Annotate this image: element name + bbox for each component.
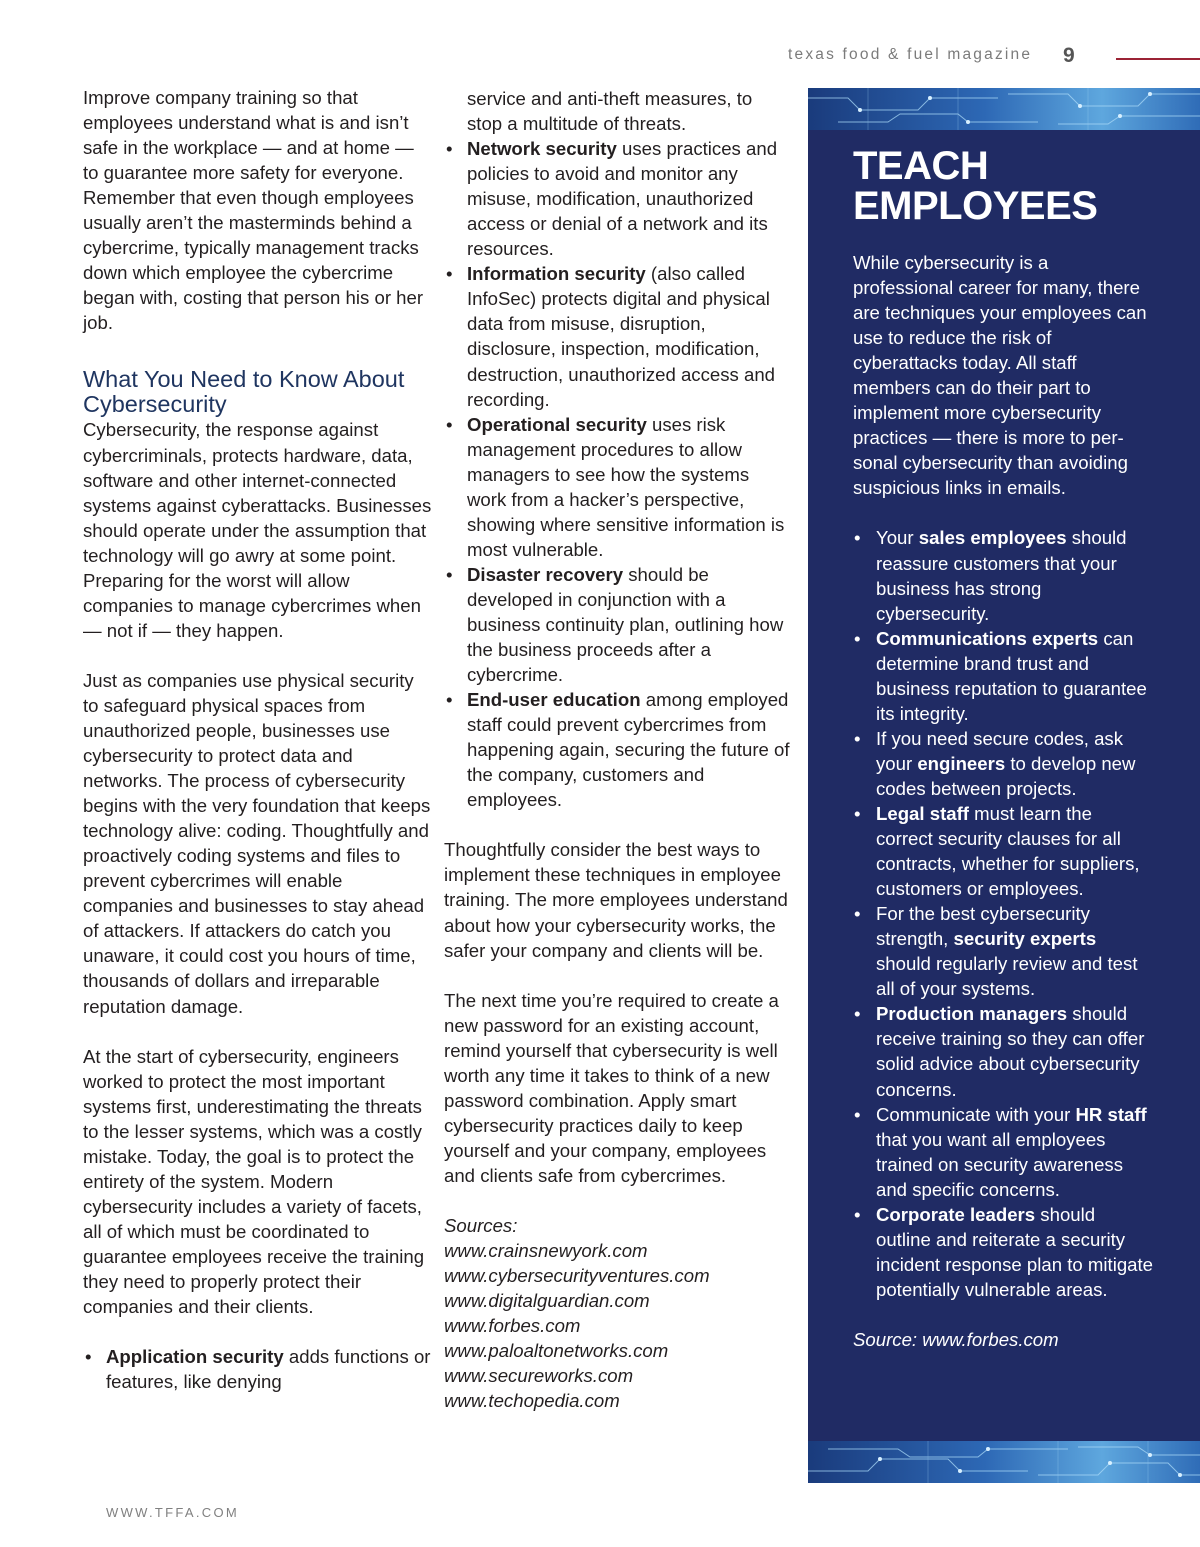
source-link[interactable]: www.secureworks.com (444, 1365, 634, 1387)
bullet-text: should reassure customers that your business has strong cybersecurity. (876, 527, 1127, 624)
roles-list (853, 525, 1153, 1301)
bullet-term: Disaster recovery (467, 563, 624, 585)
title-line: EMPLOYEES (853, 184, 1098, 228)
circuit-pattern (808, 88, 1200, 130)
bullet-text: that you want all employees trained on security awareness and specific concerns. (876, 1128, 1124, 1200)
source-link[interactable]: www.paloaltonetworks.com (444, 1340, 669, 1362)
source-link[interactable]: www.techopedia.com (444, 1390, 620, 1412)
source-link[interactable]: www.crainsnewyork.com (444, 1240, 648, 1262)
section-heading: What You Need to Know About Cybersecurity (83, 366, 405, 418)
facets-list-continued (444, 136, 790, 812)
title-line: TEACH (853, 144, 989, 188)
bullet-text: If you need secure codes, ask your (876, 727, 1124, 774)
bullet-text: uses practices and policies to avoid and monitor any misuse, modification, unauthorized access or denial of a network and its resources. (467, 138, 778, 260)
bullet-text: Your (876, 527, 919, 549)
bullet-text: should regularly review and test all of your systems. (876, 953, 1138, 1000)
sidebar-title (853, 146, 1097, 226)
bullet-text: must learn the correct security clauses for all contracts, whether for suppliers, customers or employees. (876, 802, 1140, 900)
bullet-term: sales employees (918, 527, 1067, 549)
list-item (853, 901, 1153, 1001)
column-1 (83, 85, 433, 1394)
bullet-term: Production managers (876, 1003, 1068, 1025)
list-item (853, 1001, 1153, 1101)
bullet-term: Legal staff (876, 802, 969, 824)
bullet-term: security experts (953, 928, 1097, 950)
teach-employees-sidebar (808, 88, 1200, 1483)
list-item (853, 1102, 1153, 1202)
bullet-text: to develop new codes between projects. (876, 752, 1136, 799)
bullet-term: Communications experts (876, 627, 1099, 649)
circuit-band-top (808, 88, 1200, 130)
sidebar-source: Source: www.forbes.com (853, 1328, 1059, 1350)
intro-paragraph: Improve company training so that employees understand what is and isn’t safe in the workplace — and at home — to guarantee more safety for everyone. Remember that even though employees usually aren’t the masterminds behind a cybercrime, typically management tracks down which employee the cybercrime began with, costing that person his or her job. (83, 87, 424, 334)
bullet-text: should be developed in conjunction with a business continuity plan, outlining how the business proceeds after a cybercrime. (467, 563, 784, 686)
bullet-text: should outline and reiterate a security incident response plan to mitigate potentially vulnerable areas. (876, 1203, 1154, 1300)
bullet-text: (also called InfoSec) protects digital and physical data from misuse, disruption, disclosure, inspection, modification, destruction, unauthorized access and recording. (467, 263, 776, 410)
bullet-text: among employed staff could prevent cybercrimes from happening again, securing the future of the company, customers and employees. (467, 689, 790, 811)
bullet-text: adds functions or features, like denying (106, 1346, 431, 1393)
bullet-term: End-user education (467, 689, 641, 711)
facets-list (83, 1344, 433, 1394)
paragraph: The next time you’re required to create a new password for an existing account, remind yourself that cybersecurity is well worth any time it takes to think of a new password combination. Apply smart cybersecurity practices daily to keep yourself and your company, employees and clients safe from cybercrimes. (444, 989, 779, 1186)
paragraph: Cybersecurity, the response against cybercriminals, protects hardware, data, software and other internet-connected systems against cyberattacks. Businesses should operate under the assumption that technology will go awry at some point. Preparing for the worst will allow companies to manage cybercrimes when — not if — they happen. (83, 419, 432, 641)
list-item (444, 136, 790, 261)
page-number: 9 (1063, 44, 1075, 67)
list-item (444, 412, 790, 562)
list-item (444, 261, 790, 411)
source-link[interactable]: www.digitalguardian.com (444, 1290, 650, 1312)
list-item (853, 801, 1153, 901)
bullet-term: Corporate leaders (876, 1203, 1036, 1225)
bullet-text: Communicate with your (876, 1103, 1076, 1125)
bullet-term: Network security (467, 138, 617, 160)
list-item (853, 1202, 1153, 1302)
bullet-term: engineers (917, 752, 1006, 774)
magazine-name: texas food & fuel magazine (788, 46, 1033, 63)
column-2 (444, 86, 790, 1413)
bullet-term: Application security (106, 1346, 284, 1368)
bullet-text: can determine brand trust and business reputation to guarantee its integrity. (876, 627, 1147, 724)
bullet-term: Information security (467, 263, 646, 285)
sidebar-body (853, 250, 1153, 1352)
list-item (444, 562, 790, 687)
bullet-term: HR staff (1075, 1103, 1147, 1125)
list-item (853, 626, 1153, 726)
paragraph: Just as companies use physical security to safeguard physical spaces from unauthorized people, businesses use cybersecurity to protect data and networks. The process of cybersecurity begins with the very foundation that keeps technology alive: coding. Thoughtfully and proactively coding systems and files to prevent cybercrimes will enable companies and businesses to stay ahead of attackers. If attackers do catch you unaware, it could cost you hours of time, thousands of dollars and irreparable reputation damage. (83, 669, 431, 1017)
bullet-text: should receive training so they can offer solid advice about cybersecurity concerns. (876, 1003, 1145, 1100)
circuit-pattern (808, 1441, 1200, 1483)
sidebar-intro: While cybersecurity is a professional career for many, there are techniques your employees can use to reduce the risk of cyberattacks today. All staff members can do their part to implement more cybersecurity practices — there is more to per-sonal cybersecurity than avoiding suspicious links in emails. (853, 252, 1147, 499)
bullet-text: uses risk management procedures to allow managers to see how the systems work from a hacker’s perspective, showing where sensitive information is most vulnerable. (467, 413, 785, 560)
list-item (444, 687, 790, 812)
list-item (853, 726, 1153, 801)
list-item-continuation: service and anti-theft measures, to stop a multitude of threats. (467, 88, 753, 135)
bullet-term: Operational security (467, 413, 647, 435)
list-item (853, 525, 1153, 625)
header-rule (1116, 58, 1200, 60)
sources-label: Sources: (444, 1214, 518, 1236)
source-link[interactable]: www.cybersecurityventures.com (444, 1265, 710, 1287)
source-link[interactable]: www.forbes.com (444, 1315, 581, 1337)
paragraph: Thoughtfully consider the best ways to implement these techniques in employee training. The more employees understand about how your cybersecurity works, the safer your company and clients will be. (444, 839, 788, 961)
paragraph: At the start of cybersecurity, engineers worked to protect the most important systems first, underestimating the threats to the lesser systems, which was a costly mistake. Today, the goal is to protect the entirety of the system. Modern cybersecurity includes a variety of facets, all of which must be coordinated to guarantee employees receive the training they need to properly protect their companies and their clients. (83, 1045, 425, 1318)
list-item (83, 1344, 433, 1394)
bullet-text: For the best cybersecurity strength, (876, 903, 1090, 950)
circuit-band-bottom (808, 1441, 1200, 1483)
footer-url[interactable]: WWW.TFFA.COM (106, 1505, 240, 1520)
